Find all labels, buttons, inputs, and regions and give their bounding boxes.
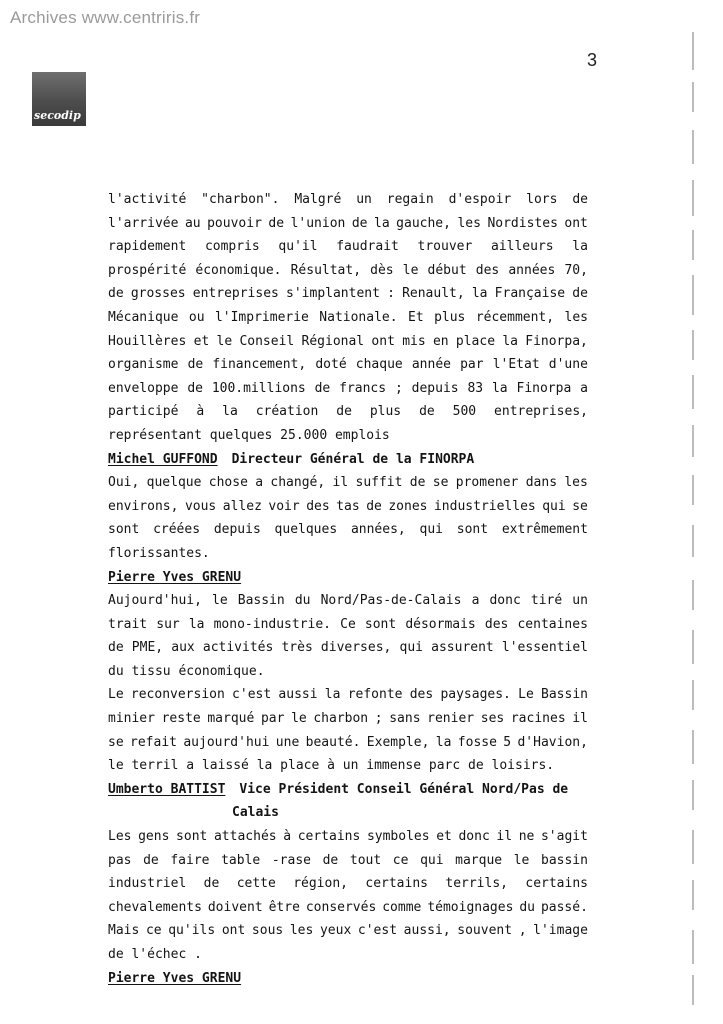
text-line: Aujourd'hui, le Bassin du Nord/Pas-de-Calais a donc tiré un <box>108 593 588 609</box>
speaker-heading <box>108 448 588 472</box>
text-line: environs, vous allez voir des tas de zones industrielles qui se <box>108 498 588 514</box>
text-line: Mais ce qu'ils ont sous les yeux c'est aussi, souvent , l'image <box>108 923 588 939</box>
text-line: participé à la création de plus de 500 entreprises, <box>108 404 588 420</box>
text-line: industriel de cette région, certains terrils, certains <box>108 876 588 892</box>
text-line: enveloppe de 100.millions de francs ; depuis 83 la Finorpa a <box>108 380 588 396</box>
speaker-heading <box>108 778 588 802</box>
archive-watermark: Archives www.centriris.fr <box>10 8 201 27</box>
speaker-name: Umberto BATTIST <box>108 781 226 797</box>
secodip-logo <box>32 72 86 126</box>
speaker-role: Directeur Général de la FINORPA <box>231 451 475 467</box>
speaker-role-continued: Calais <box>232 805 279 821</box>
text-line: Mécanique ou l'Imprimerie Nationale. Et plus récemment, les <box>108 309 588 325</box>
text-line: Le reconversion c'est aussi la refonte des paysages. Le Bassin <box>108 687 588 703</box>
text-line: l'arrivée au pouvoir de l'union de la gauche, les Nordistes ont <box>108 215 588 231</box>
margin-scan-marks <box>684 20 714 1010</box>
text-line: Oui, quelque chose a changé, il suffit de se promener dans les <box>108 475 588 491</box>
text-line: rapidement compris qu'il faudrait trouver ailleurs la <box>108 239 588 255</box>
text-line: le terril a laissé la place à un immense parc de loisirs. <box>108 758 555 774</box>
text-line: organisme de financement, doté chaque année par l'Etat d'une <box>108 357 588 373</box>
text-line: Houillères et le Conseil Régional ont mis en place la Finorpa, <box>108 333 588 349</box>
text-line: se refait aujourd'hui une beauté. Exemple, la fosse 5 d'Havion, <box>108 734 588 750</box>
text-line: de grosses entreprises s'implantent : Renault, la Française de <box>108 286 588 302</box>
text-line: l'activité "charbon". Malgré un regain d'espoir lors de <box>108 192 588 207</box>
text-line: sont créées depuis quelques années, qui sont extrêmement <box>108 522 588 538</box>
text-line: prospérité économique. Résultat, dès le début des années 70, <box>108 262 588 278</box>
text-line: pas de faire table -rase de tout ce qui marque le bassin <box>108 852 588 868</box>
text-line: florissantes. <box>108 545 210 561</box>
logo-text: secodip <box>34 109 81 122</box>
speaker-heading <box>108 566 588 590</box>
text-line: représentant quelques 25.000 emplois <box>108 427 390 443</box>
text-line: de PME, aux activités très diverses, qui assurent l'essentiel <box>108 640 588 656</box>
text-line: du tissu économique. <box>108 663 265 679</box>
text-line: Les gens sont attachés à certains symboles et donc il ne s'agit <box>108 829 588 845</box>
page-number: 3 <box>587 50 598 70</box>
speaker-name: Michel GUFFOND <box>108 451 218 467</box>
speaker-name: Pierre Yves GRENU <box>108 569 242 585</box>
text-line: de l'échec . <box>108 947 202 962</box>
speaker-role: Vice Président Conseil Général Nord/Pas de <box>239 781 569 797</box>
text-line: chevalements doivent être conservés comme témoignages du passé. <box>108 899 588 915</box>
transcript-body <box>108 188 588 990</box>
speaker-name: Pierre Yves GRENU <box>108 970 242 986</box>
speaker-heading <box>108 967 588 991</box>
text-line: minier reste marqué par le charbon ; sans renier ses racines il <box>108 711 588 727</box>
text-line: trait sur la mono-industrie. Ce sont désormais des centaines <box>108 616 588 632</box>
